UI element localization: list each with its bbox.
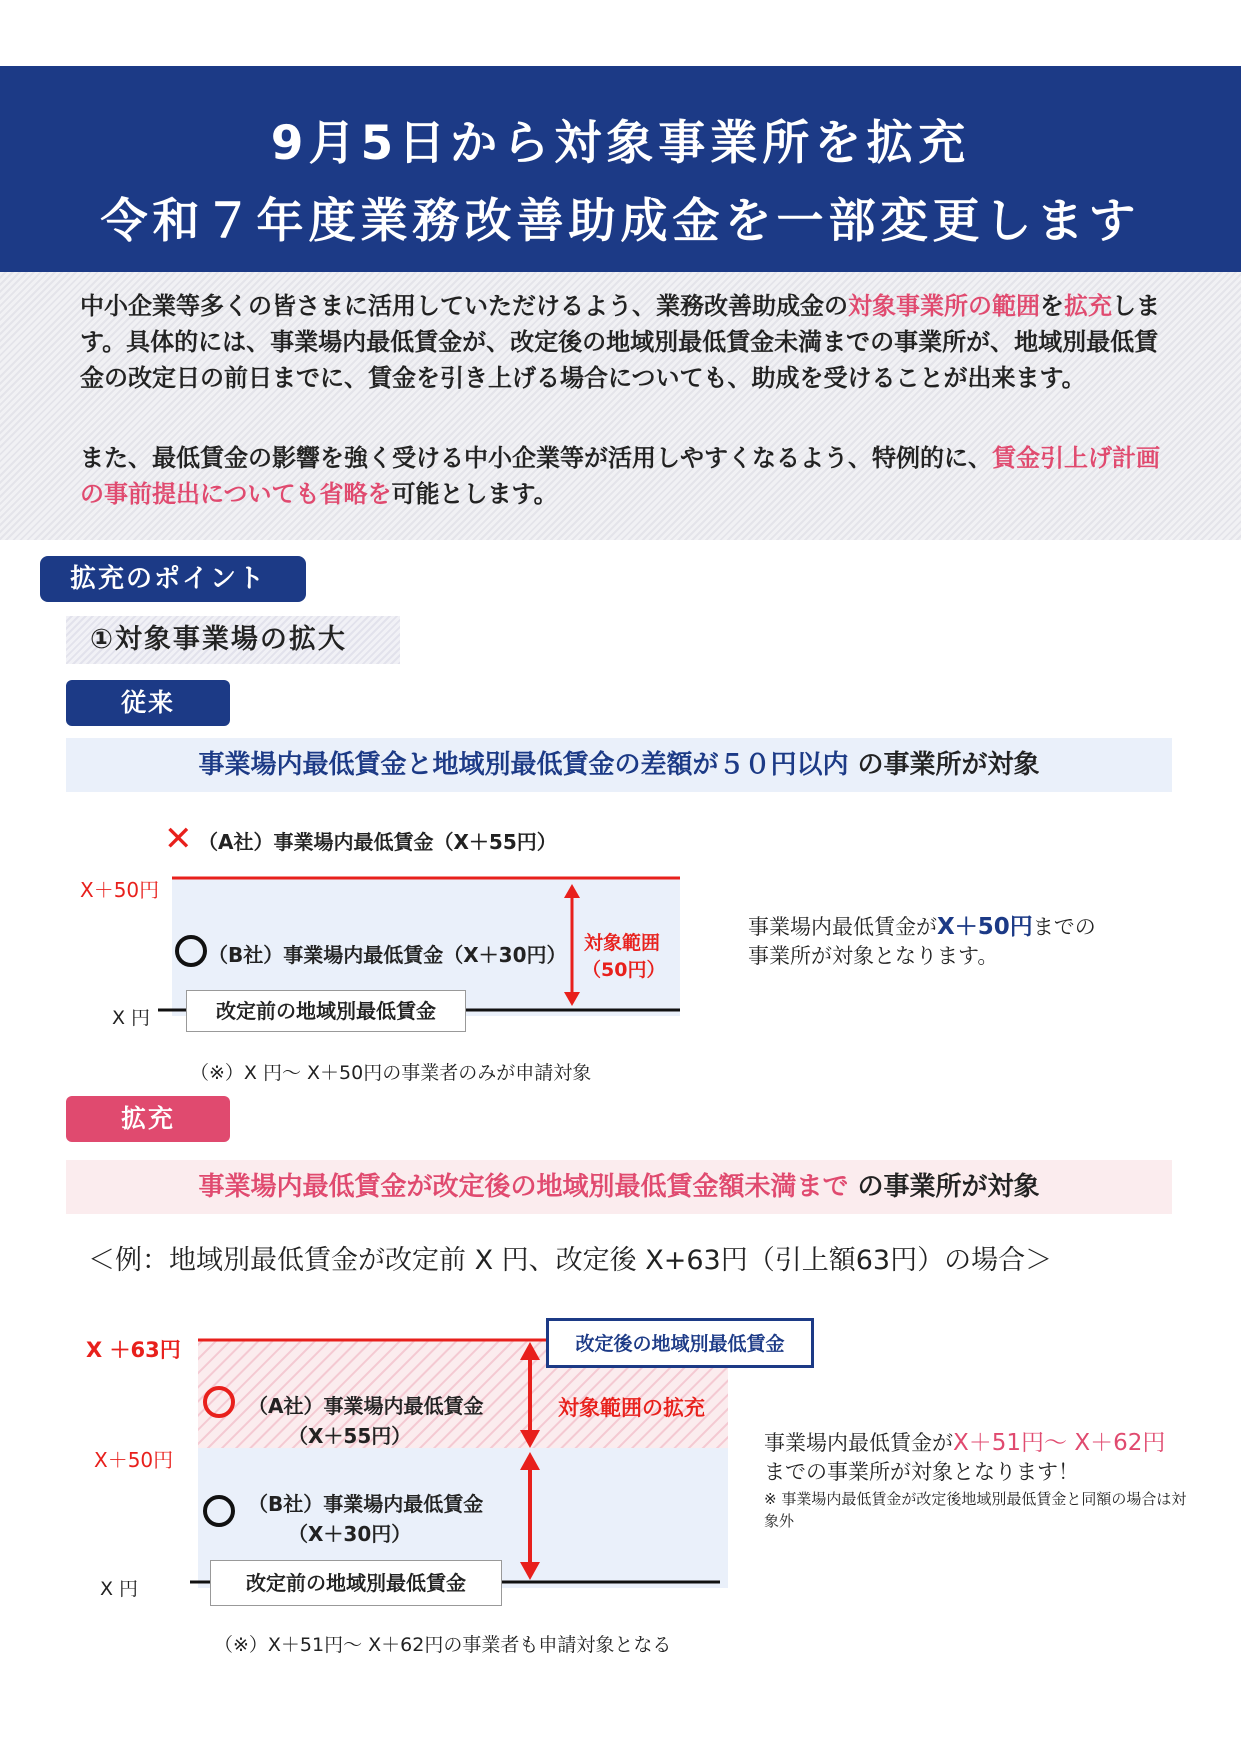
before-company-a: （A社）事業場内最低賃金（X＋55円） — [198, 830, 557, 854]
before-side-text: までの — [1032, 915, 1096, 939]
after-band-text: の事業所が対象 — [848, 1172, 1040, 1202]
after-band — [66, 1160, 1172, 1214]
before-label: 従来 — [66, 680, 230, 726]
after-range-label: 対象範囲の拡充 — [558, 1396, 705, 1420]
before-side-line-1 — [748, 908, 1096, 941]
after-side-line-1 — [764, 1424, 1165, 1457]
intro-text: を — [1040, 292, 1064, 320]
before-company-b: （B社）事業場内最低賃金（X＋30円） — [208, 943, 567, 967]
after-side-line-2: までの事業所が対象となります！ — [764, 1460, 1079, 1484]
before-band-highlight: 事業場内最低賃金と地域別最低賃金の差額が５０円以内 — [198, 750, 849, 780]
after-base-box: 改定前の地域別最低賃金 — [210, 1560, 502, 1606]
after-level-top: X ＋63円 — [86, 1338, 181, 1362]
after-company-a-line-2: （X＋55円） — [288, 1424, 412, 1448]
after-company-a-line-1: （A社）事業場内最低賃金 — [248, 1394, 484, 1418]
after-side-note: ※ 事業場内最低賃金が改定後地域別最低賃金と同額の場合は対象外 — [764, 1490, 1187, 1530]
before-range-label-1: 対象範囲 — [583, 932, 660, 954]
before-side-text: 事業場内最低賃金が — [748, 915, 937, 939]
before-base-box: 改定前の地域別最低賃金 — [186, 990, 466, 1032]
after-new-min-box: 改定後の地域別最低賃金 — [546, 1318, 814, 1368]
intro-text: 中小企業等多くの皆さまに活用していただけるよう、業務改善助成金の — [80, 292, 848, 320]
before-range-label — [582, 928, 666, 982]
after-label: 拡充 — [66, 1096, 230, 1142]
subsection-heading: ①対象事業場の拡大 — [66, 616, 400, 664]
cross-icon: ✕ — [164, 819, 193, 859]
intro-highlight: 拡充 — [1064, 292, 1112, 320]
before-side-highlight: X＋50円 — [937, 914, 1033, 940]
before-note: （※）X 円～ X＋50円の事業者のみが申請対象 — [190, 1062, 592, 1084]
after-level-mid: X＋50円 — [94, 1448, 174, 1472]
after-side-highlight: X＋51円～ X＋62円 — [953, 1430, 1166, 1456]
after-band-highlight: 事業場内最低賃金が改定後の地域別最低賃金額未満まで — [198, 1172, 849, 1202]
after-company-b-line-2: （X＋30円） — [288, 1522, 412, 1546]
after-company-b-line-1: （B社）事業場内最低賃金 — [248, 1492, 484, 1516]
intro-highlight: 賃金引上げ計画の事前提出についても省略を — [80, 444, 1160, 508]
before-side-line-2: 事業所が対象となります。 — [748, 944, 999, 968]
before-level-base: X 円 — [112, 1007, 151, 1029]
intro-text: また、最低賃金の影響を強く受ける中小企業等が活用しやすくなるよう、特例的に、 — [80, 444, 992, 472]
intro-text: 可能とします。 — [391, 480, 558, 508]
after-side-text: 事業場内最低賃金が — [764, 1431, 953, 1455]
after-level-base: X 円 — [100, 1578, 139, 1600]
before-level-top: X＋50円 — [80, 878, 160, 902]
intro-highlight: 対象事業所の範囲 — [848, 292, 1040, 320]
before-band-text: の事業所が対象 — [848, 750, 1040, 780]
after-example: ＜例：地域別最低賃金が改定前 X 円、改定後 X+63円（引上額63円）の場合＞ — [88, 1245, 1053, 1276]
intro-text: します。具体的には、事業場内最低賃金が、改定後の地域別最低賃金未満までの事業所が、地域別最低賃金の改定日の前日までに、賃金を引き上げる場合についても、助成を受けることが出来ます。 — [80, 292, 1160, 392]
title-line-1: 9月5日から対象事業所を拡充 — [270, 116, 971, 171]
section-label: 拡充のポイント — [40, 556, 306, 602]
before-range-label-2: （50円） — [582, 959, 666, 981]
title-line-2: 令和７年度業務改善助成金を一部変更します — [100, 194, 1141, 249]
after-note: （※）X＋51円～ X＋62円の事業者も申請対象となる — [214, 1634, 672, 1656]
